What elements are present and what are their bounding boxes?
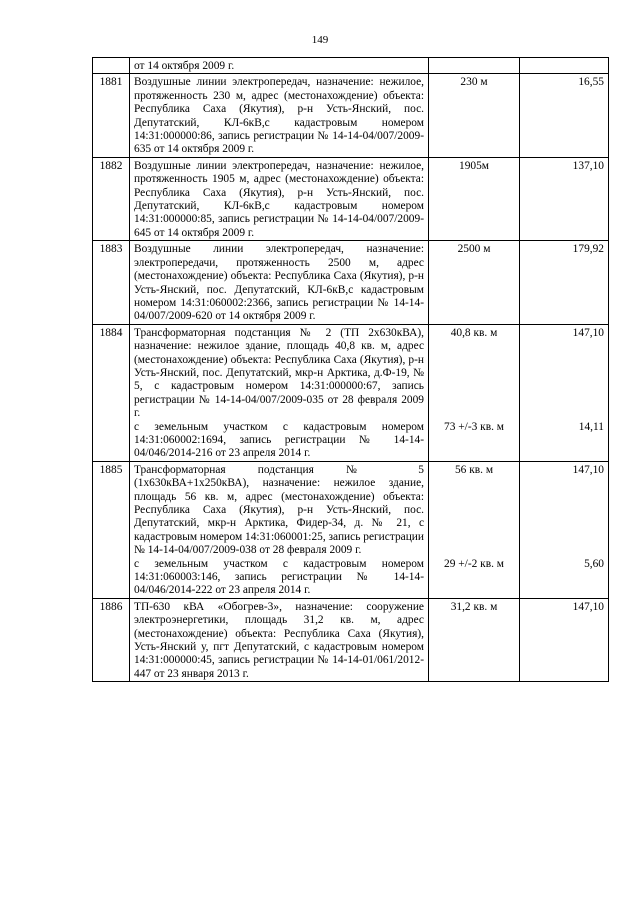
table-row: [93, 157, 609, 240]
description-text: Воздушные линии электропередач, назначение: нежилое, протяженность 230 м, адрес (местонахождение) объекта: Республика Саха (Якутия), р-н Усть-Янский, пос. Депутатский, КЛ-6кВ,с кадастровым номером 14:31:000000:86, запись регистрации № 14-14-04/007/2009-635 от 14 октября 2009 г.: [134, 76, 424, 156]
size-value: 2500 м: [457, 243, 491, 256]
land-plot-size-value: 29 +/-2 кв. м: [444, 558, 504, 571]
object-value: [520, 598, 609, 681]
table-row: [93, 324, 609, 461]
description-text: Воздушные линии электропередач, назначение: нежилое, протяженность 1905 м, адрес (местонахождение) объекта: Республика Саха (Якутия), р-н Усть-Янский, пос. Депутатский, КЛ-6кВ,с кадастровым номером 14:31:000000:85, запись регистрации № 14-14-04/007/2009-645 от 14 октября 2009 г.: [134, 159, 424, 239]
object-value: [520, 58, 609, 74]
land-plot-value-amount: 14,11: [578, 421, 604, 434]
object-description: [130, 324, 429, 461]
land-plot-text: с земельным участком с кадастровым номером 14:31:060002:1694, запись регистрации № 14-14-04/046/2014-216 от 23 апреля 2014 г.: [134, 420, 424, 460]
land-plot-text: с земельным участком с кадастровым номером 14:31:060003:146, запись регистрации № 14-14-04/046/2014-222 от 23 апреля 2014 г.: [134, 557, 424, 597]
row-number: 1882: [93, 157, 130, 240]
object-description: [130, 157, 429, 240]
object-value: [520, 241, 609, 324]
object-size: [429, 241, 520, 324]
land-plot-size-value: 73 +/-3 кв. м: [444, 421, 504, 434]
object-description: [130, 58, 429, 74]
value-amount: 137,10: [572, 159, 604, 172]
object-value: [520, 157, 609, 240]
description-text: Трансформаторная подстанция № 5 (1х630кВА+1х250кВА), назначение: нежилое здание, площадь 56 кв. м, адрес (местонахождение) объекта: Республика Саха (Якутия), р-н Усть-Янский, пос. Депутатский, мкр-н Арктика, Фидер-34, д. № 21, с кадастровым номером 14:31:060001:25, запись регистрации № 14-14-04/007/2009-038 от 28 февраля 2009 г.: [134, 463, 424, 557]
object-description: [130, 74, 429, 157]
size-value: 56 кв. м: [454, 463, 494, 476]
page-number: 149: [311, 34, 329, 46]
description-text: Трансформаторная подстанция № 2 (ТП 2х630кВА), назначение: нежилое здание, площадь 40,8 кв. м, адрес (местонахождение) объекта: Республика Саха (Якутия), р-н Усть-Янский, пос. Депутатский, мкр-н Арктика, д.Ф-19, № 5, с кадастровым номером 14:31:000000:67, запись регистрации № 14-14-04/007/2009-035 от 28 февраля 2009 г.: [134, 326, 424, 420]
size-value: 40,8 кв. м: [450, 326, 498, 339]
value-amount: 147,10: [572, 600, 604, 613]
registry-body: [93, 58, 609, 682]
object-value: [520, 461, 609, 598]
description-text: ТП-630 кВА «Обогрев-3», назначение: сооружение электроэнергетики, площадь 31,2 кв. м, адрес (местонахождение) объекта: Республика Саха (Якутия), Усть-Янский у, пгт Депутатский, с кадастровым номером 14:31:000000:45, запись регистрации № 14-14-01/061/2012-447 от 23 января 2013 г.: [134, 600, 424, 680]
size-value: 31,2 кв. м: [450, 600, 498, 613]
row-number: 1885: [93, 461, 130, 598]
row-number: [93, 58, 130, 74]
table-row: [93, 598, 609, 681]
object-description: [130, 598, 429, 681]
object-size: [429, 598, 520, 681]
table-row: [93, 241, 609, 324]
size-value: 230 м: [460, 76, 488, 89]
row-number: 1886: [93, 598, 130, 681]
table-row: [93, 74, 609, 157]
object-description: [130, 241, 429, 324]
table-row: [93, 58, 609, 74]
description-text: Воздушные линии электропередач, назначение: электропередачи, протяженность 2500 м, адрес (местонахождение) объекта: Республика Саха (Якутия), р-н Усть-Янский, пос. Депутатский, КЛ-6кВ,с кадастровым номером 14:31:060002:2366, запись регистрации № 14-14-04/007/2009-620 от 14 октября 2009 г.: [134, 243, 424, 323]
object-value: [520, 74, 609, 157]
table-row: [93, 461, 609, 598]
object-value: [520, 324, 609, 461]
value-amount: 16,55: [578, 76, 604, 89]
row-number: 1881: [93, 74, 130, 157]
object-size: [429, 324, 520, 461]
object-size: [429, 461, 520, 598]
object-size: [429, 157, 520, 240]
object-size: [429, 74, 520, 157]
object-size: [429, 58, 520, 74]
description-text: от 14 октября 2009 г.: [134, 60, 235, 72]
value-amount: 179,92: [572, 243, 604, 256]
object-description: [130, 461, 429, 598]
value-amount: 147,10: [572, 463, 604, 476]
land-plot-value-amount: 5,60: [584, 558, 604, 571]
property-registry-table: [92, 57, 609, 682]
value-amount: 147,10: [572, 326, 604, 339]
size-value: 1905м: [459, 159, 489, 172]
row-number: 1884: [93, 324, 130, 461]
row-number: 1883: [93, 241, 130, 324]
